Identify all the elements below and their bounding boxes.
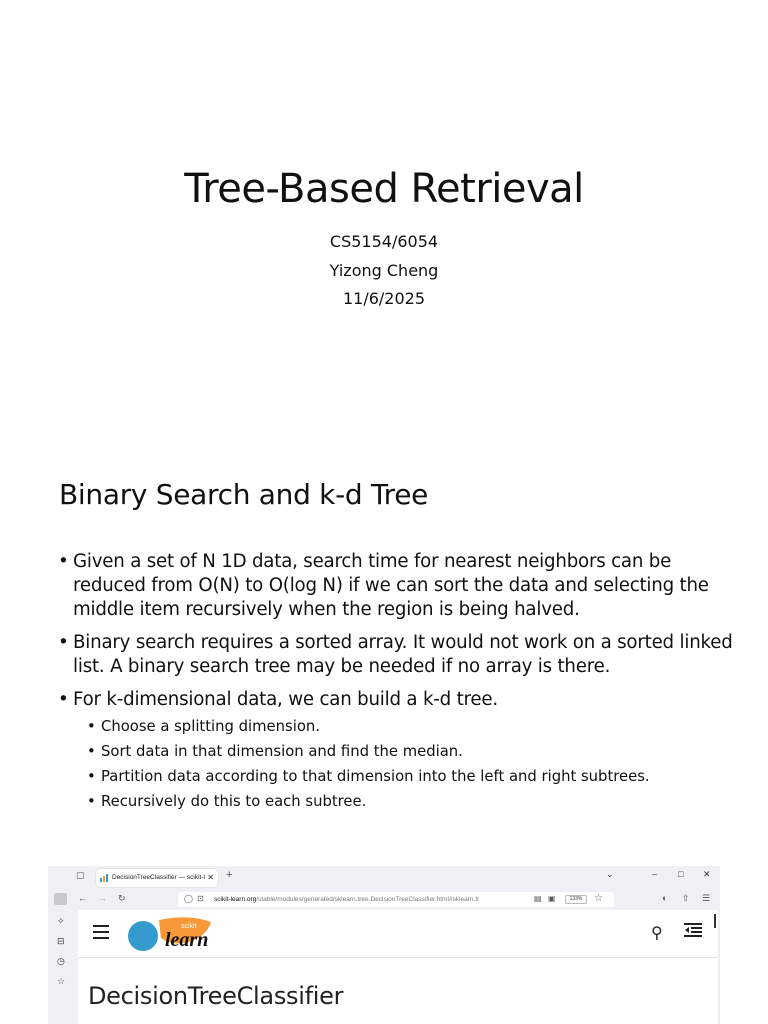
content-slide-title: Binary Search and k-d Tree [59,478,429,511]
close-tab-icon[interactable]: ✕ [207,873,214,882]
close-window-icon[interactable]: ✕ [703,869,711,879]
browser-window [48,866,720,1024]
svg-text:learn: learn [165,929,209,951]
slide-title: Tree-Based Retrieval [184,166,584,212]
title-slide [0,0,768,432]
site-header [78,910,718,958]
scikit-favicon-icon [100,874,108,882]
table-of-contents-icon[interactable] [684,922,702,938]
slide-date: 11/6/2025 [342,289,426,308]
nav-bar [48,890,720,910]
sidebar-strip [48,910,76,1024]
reload-icon[interactable]: ↻ [118,893,126,903]
screenshot-icon[interactable]: ▣ [548,894,556,903]
account-icon[interactable]: ◐ [662,893,668,903]
history-icon[interactable]: ◷ [57,956,65,966]
svg-text:scikit: scikit [181,923,197,930]
bookmark-star-icon[interactable]: ☆ [594,893,603,904]
tab-title: DecisionTreeClassifier — scikit-l [112,874,205,881]
back-icon[interactable]: ← [78,893,87,903]
bullet-item [58,688,738,814]
lock-icon: ⊡ [197,894,204,903]
address-bar[interactable] [178,892,614,907]
bullet-list [58,550,738,823]
synced-tabs-icon[interactable]: ⊟ [57,936,65,946]
ai-sparkle-icon[interactable]: ✧ [57,916,65,926]
chevron-down-icon[interactable]: ⌄ [606,869,614,879]
bookmarks-icon[interactable]: ☆ [57,976,66,986]
search-icon[interactable]: ⚲ [651,925,663,942]
scikit-learn-logo[interactable] [127,916,237,954]
new-tab-icon[interactable]: + [226,869,233,881]
browser-tab[interactable] [96,869,218,887]
content-slide [0,432,768,864]
reader-view-icon[interactable]: ▤ [534,894,542,903]
web-page [78,910,718,1024]
hamburger-menu-icon[interactable] [93,925,109,939]
course-code: CS5154/6054 [329,232,439,251]
bullet-item: • Binary search requires a sorted array. It would not work on a sorted linked list. A binary search tree may be needed if no array is there. [58,631,738,679]
menu-icon[interactable]: ☰ [702,893,711,903]
author-name: Yizong Cheng [329,260,439,280]
sub-bullet-item: • Recursively do this to each subtree. [87,789,738,814]
share-icon[interactable]: ⇧ [682,893,690,903]
slide-subtitle [0,228,768,314]
page-heading: DecisionTreeClassifier [88,982,344,1010]
sidebar-toggle-icon[interactable] [54,893,67,905]
bullet-text: For k-dimensional data, we can build a k-d tree. [73,689,498,710]
shield-icon: ◯ [184,894,193,903]
url-text: scikit-learn.org/stable/modules/generated/sklearn.tree.DecisionTreeClassifier.html#sklearn.tr [214,896,480,903]
bullet-item: • Given a set of N 1D data, search time for nearest neighbors can be reduced from O(N) to O(log N) if we can sort the data and selecting the middle item recursively when the region is being halved. [58,550,738,622]
sub-bullet-item: • Sort data in that dimension and find the median. [87,739,738,764]
tab-bar [48,866,720,888]
minimize-icon[interactable]: – [652,869,658,879]
scrollbar[interactable] [714,914,716,928]
tab-list-icon[interactable]: ▢ [76,870,85,880]
zoom-level[interactable]: 133% [565,895,587,904]
sub-bullet-list [73,714,738,814]
sub-bullet-item: • Choose a splitting dimension. [87,714,738,739]
maximize-icon[interactable]: □ [678,869,684,879]
forward-icon[interactable]: → [98,893,107,903]
sub-bullet-item: • Partition data according to that dimension into the left and right subtrees. [87,764,738,789]
